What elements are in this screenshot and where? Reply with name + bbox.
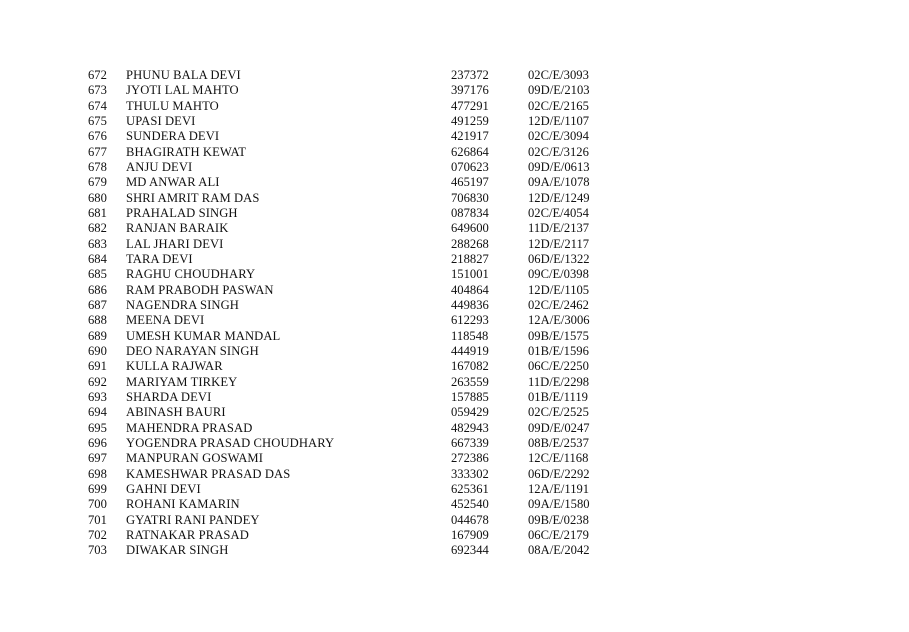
person-name: ABINASH BAURI [126, 405, 226, 420]
serial-number: 697 [88, 451, 107, 466]
id-number: 626864 [451, 144, 489, 159]
serial-number: 696 [88, 435, 107, 450]
serial-number: 687 [88, 297, 107, 312]
list-item [88, 421, 648, 436]
reference-code: 02C/E/2462 [528, 297, 589, 312]
serial-number: 673 [88, 83, 107, 98]
list-item [88, 145, 648, 160]
person-name: BHAGIRATH KEWAT [126, 144, 247, 159]
person-name: GYATRI RANI PANDEY [126, 512, 260, 527]
list-item [88, 237, 648, 252]
reference-code: 06C/E/2179 [528, 527, 589, 542]
person-name: LAL JHARI DEVI [126, 236, 224, 251]
serial-number: 672 [88, 68, 107, 82]
list-item [88, 191, 648, 206]
list-item [88, 344, 648, 359]
serial-number: 701 [88, 512, 107, 527]
id-number: 465197 [451, 175, 489, 190]
reference-code: 12D/E/2117 [528, 236, 590, 251]
person-name: SHARDA DEVI [126, 389, 212, 404]
id-number: 667339 [451, 435, 489, 450]
serial-number: 681 [88, 205, 107, 220]
reference-code: 12D/E/1105 [528, 282, 590, 297]
person-name: TARA DEVI [126, 251, 193, 266]
reference-code: 02C/E/3126 [528, 144, 589, 159]
list-item [88, 99, 648, 114]
reference-code: 02C/E/2525 [528, 405, 589, 420]
id-number: 157885 [451, 389, 489, 404]
list-item [88, 482, 648, 497]
reference-code: 09A/E/1078 [528, 175, 590, 190]
list-item [88, 114, 648, 129]
person-name: DIWAKAR SINGH [126, 543, 229, 558]
serial-number: 675 [88, 113, 107, 128]
serial-number: 688 [88, 313, 107, 328]
id-number: 272386 [451, 451, 489, 466]
serial-number: 695 [88, 420, 107, 435]
person-name: YOGENDRA PRASAD CHOUDHARY [126, 435, 335, 450]
list-item [88, 543, 648, 558]
id-number: 263559 [451, 374, 489, 389]
person-name: ANJU DEVI [126, 159, 193, 174]
person-name: UPASI DEVI [126, 113, 196, 128]
serial-number: 679 [88, 175, 107, 190]
id-number: 625361 [451, 481, 489, 496]
serial-number: 698 [88, 466, 107, 481]
id-number: 491259 [451, 113, 489, 128]
reference-code: 09D/E/2103 [528, 83, 590, 98]
serial-number: 693 [88, 389, 107, 404]
list-item [88, 436, 648, 451]
person-name: RATNAKAR PRASAD [126, 527, 249, 542]
reference-code: 01B/E/1119 [528, 389, 588, 404]
serial-number: 683 [88, 236, 107, 251]
id-number: 477291 [451, 98, 489, 113]
reference-code: 06C/E/2250 [528, 359, 589, 374]
id-number: 444919 [451, 343, 489, 358]
id-number: 070623 [451, 159, 489, 174]
serial-number: 677 [88, 144, 107, 159]
serial-number: 674 [88, 98, 107, 113]
id-number: 151001 [451, 267, 489, 282]
serial-number: 682 [88, 221, 107, 236]
person-name: DEO NARAYAN SINGH [126, 343, 259, 358]
serial-number: 680 [88, 190, 107, 205]
id-number: 118548 [451, 328, 489, 343]
id-number: 059429 [451, 405, 489, 420]
reference-code: 01B/E/1596 [528, 343, 589, 358]
id-number: 167909 [451, 527, 489, 542]
person-name: RAM PRABODH PASWAN [126, 282, 274, 297]
person-name: ROHANI KAMARIN [126, 497, 240, 512]
list-item [88, 175, 648, 190]
id-number: 218827 [451, 251, 489, 266]
person-name: KAMESHWAR PRASAD DAS [126, 466, 291, 481]
list-item [88, 68, 648, 83]
serial-number: 689 [88, 328, 107, 343]
reference-code: 12C/E/1168 [528, 451, 589, 466]
serial-number: 692 [88, 374, 107, 389]
serial-number: 684 [88, 251, 107, 266]
id-number: 237372 [451, 68, 489, 82]
person-name: PRAHALAD SINGH [126, 205, 238, 220]
reference-code: 06D/E/2292 [528, 466, 590, 481]
reference-code: 02C/E/3093 [528, 68, 589, 82]
reference-code: 12D/E/1249 [528, 190, 590, 205]
id-number: 692344 [451, 543, 489, 558]
list-item [88, 313, 648, 328]
person-name: NAGENDRA SINGH [126, 297, 239, 312]
id-number: 706830 [451, 190, 489, 205]
list-item [88, 298, 648, 313]
list-item [88, 405, 648, 420]
reference-code: 09B/E/0238 [528, 512, 589, 527]
person-name: THULU MAHTO [126, 98, 219, 113]
id-number: 649600 [451, 221, 489, 236]
list-item [88, 528, 648, 543]
list-item [88, 129, 648, 144]
list-item [88, 206, 648, 221]
list-item [88, 283, 648, 298]
person-name: GAHNI DEVI [126, 481, 201, 496]
person-name: SHRI AMRIT RAM DAS [126, 190, 260, 205]
person-name: RAGHU CHOUDHARY [126, 267, 256, 282]
serial-number: 702 [88, 527, 107, 542]
id-number: 482943 [451, 420, 489, 435]
list-item [88, 267, 648, 282]
person-name: PHUNU BALA DEVI [126, 68, 241, 82]
id-number: 087834 [451, 205, 489, 220]
list-item [88, 390, 648, 405]
reference-code: 11D/E/2137 [528, 221, 590, 236]
list-item [88, 497, 648, 512]
reference-code: 02C/E/4054 [528, 205, 589, 220]
reference-code: 12A/E/3006 [528, 313, 590, 328]
list-item [88, 83, 648, 98]
list-item [88, 359, 648, 374]
id-number: 449836 [451, 297, 489, 312]
id-number: 167082 [451, 359, 489, 374]
id-number: 404864 [451, 282, 489, 297]
person-name: MAHENDRA PRASAD [126, 420, 253, 435]
id-number: 333302 [451, 466, 489, 481]
person-name: MANPURAN GOSWAMI [126, 451, 263, 466]
id-number: 421917 [451, 129, 489, 144]
serial-number: 676 [88, 129, 107, 144]
serial-number: 700 [88, 497, 107, 512]
person-name: UMESH KUMAR MANDAL [126, 328, 281, 343]
reference-code: 02C/E/3094 [528, 129, 589, 144]
serial-number: 686 [88, 282, 107, 297]
serial-number: 691 [88, 359, 107, 374]
reference-code: 06D/E/1322 [528, 251, 590, 266]
list-item [88, 467, 648, 482]
record-list [88, 68, 648, 559]
reference-code: 08A/E/2042 [528, 543, 590, 558]
reference-code: 09D/E/0247 [528, 420, 590, 435]
reference-code: 09B/E/1575 [528, 328, 589, 343]
id-number: 044678 [451, 512, 489, 527]
id-number: 452540 [451, 497, 489, 512]
person-name: SUNDERA DEVI [126, 129, 220, 144]
id-number: 397176 [451, 83, 489, 98]
list-item [88, 160, 648, 175]
list-item [88, 375, 648, 390]
reference-code: 09D/E/0613 [528, 159, 590, 174]
reference-code: 02C/E/2165 [528, 98, 589, 113]
person-name: MD ANWAR ALI [126, 175, 220, 190]
serial-number: 699 [88, 481, 107, 496]
reference-code: 12A/E/1191 [528, 481, 590, 496]
id-number: 288268 [451, 236, 489, 251]
serial-number: 690 [88, 343, 107, 358]
reference-code: 09C/E/0398 [528, 267, 589, 282]
list-item [88, 513, 648, 528]
list-item [88, 221, 648, 236]
person-name: KULLA RAJWAR [126, 359, 223, 374]
serial-number: 703 [88, 543, 107, 558]
reference-code: 11D/E/2298 [528, 374, 590, 389]
person-name: MARIYAM TIRKEY [126, 374, 238, 389]
reference-code: 08B/E/2537 [528, 435, 589, 450]
list-item [88, 252, 648, 267]
list-item [88, 329, 648, 344]
person-name: RANJAN BARAIK [126, 221, 229, 236]
reference-code: 09A/E/1580 [528, 497, 590, 512]
list-item [88, 451, 648, 466]
id-number: 612293 [451, 313, 489, 328]
reference-code: 12D/E/1107 [528, 113, 590, 128]
person-name: MEENA DEVI [126, 313, 205, 328]
serial-number: 694 [88, 405, 107, 420]
serial-number: 685 [88, 267, 107, 282]
serial-number: 678 [88, 159, 107, 174]
person-name: JYOTI LAL MAHTO [126, 83, 239, 98]
